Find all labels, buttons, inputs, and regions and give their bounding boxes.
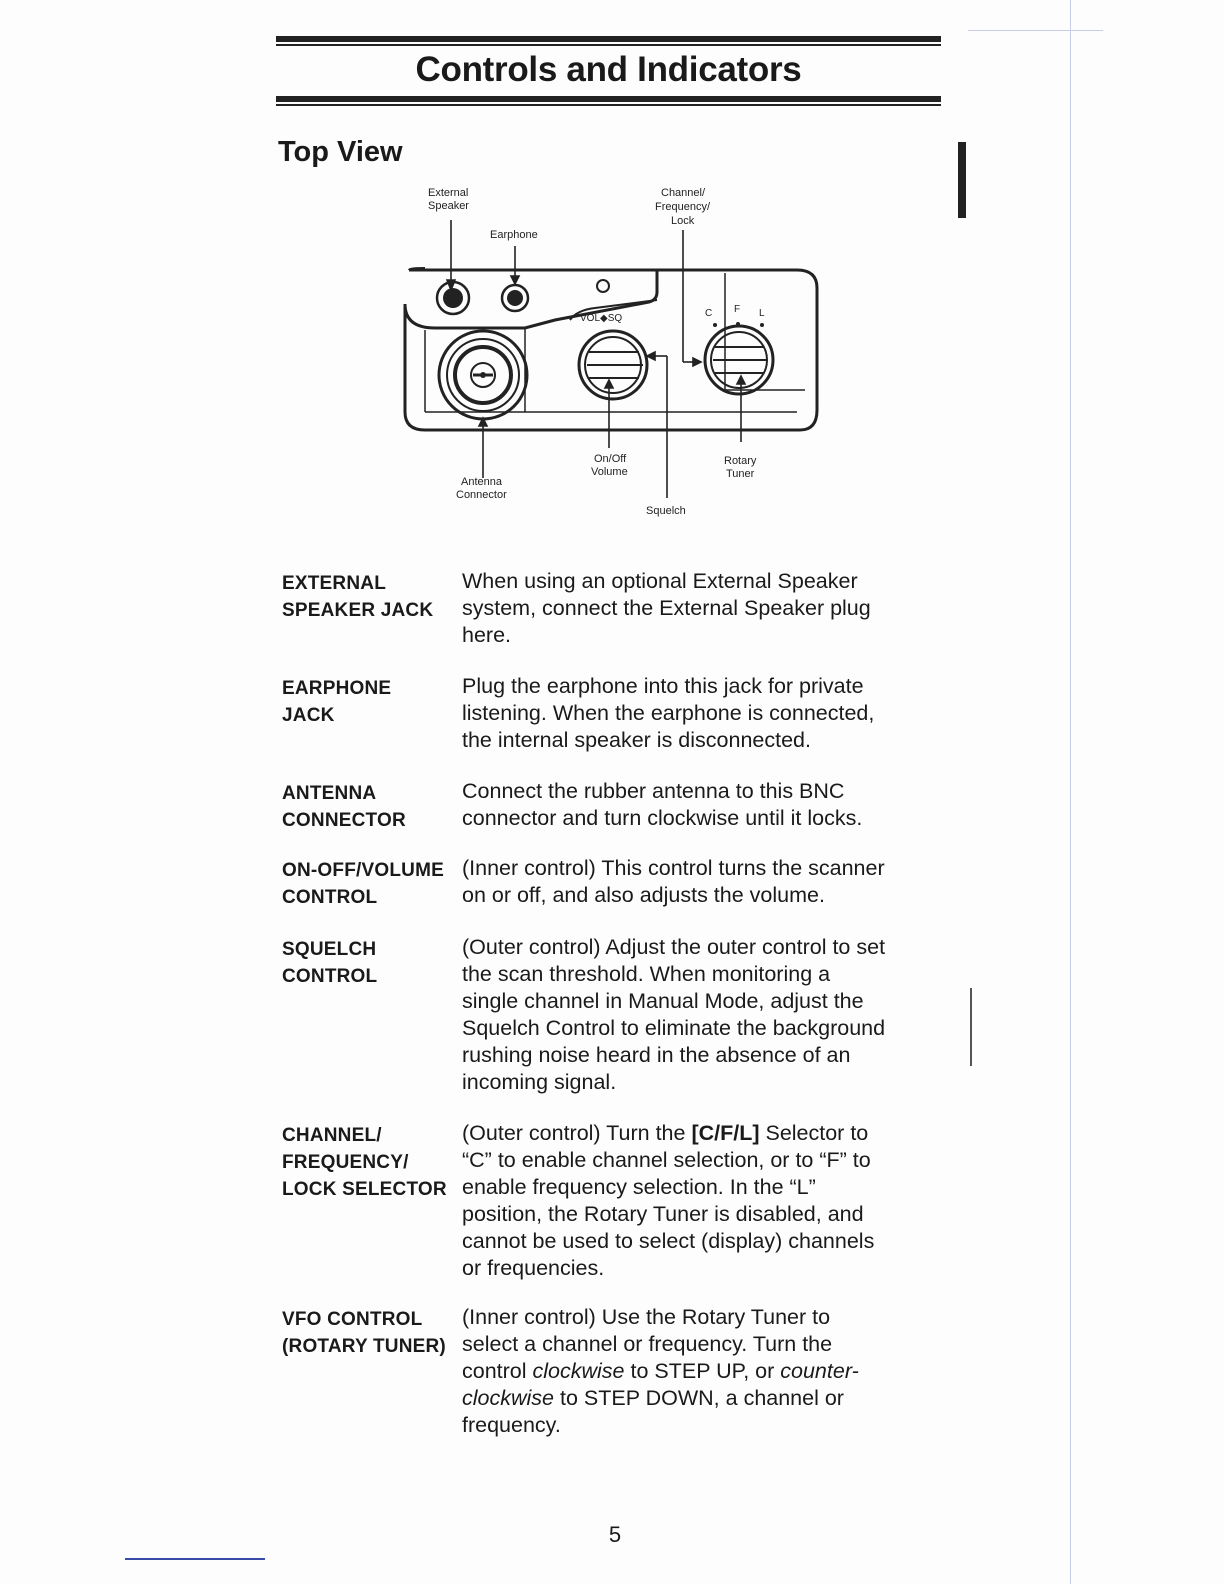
entry-term: CHANNEL/ FREQUENCY/ LOCK SELECTOR [282,1125,447,1200]
entry-term: ON-OFF/VOLUME CONTROL [282,860,444,908]
header-rule-top-thin [276,44,941,46]
entry-description: (Inner control) This control turns the scanner on or off, and also adjusts the volume. [462,856,885,907]
callout-external: External [428,187,469,199]
header-rule-top-thick [276,36,941,42]
callout-earphone: Earphone [490,229,538,241]
bottom-edge-line [125,1558,265,1560]
margin-marker-top [958,142,966,218]
entry-description: (Inner control) Use the Rotary Tuner to select a channel or frequency. Turn the control clockwise to STEP UP, or counter- clockwise to STEP DOWN, a channel or frequency. [462,1305,859,1437]
cfl-label-f: F [734,304,741,315]
callout-antenna: Antenna [461,476,502,488]
callout-tuner: Tuner [726,468,755,480]
entry-description: When using an optional External Speaker system, connect the External Speaker plug here. [462,569,871,647]
callout-connector: Connector [456,489,507,501]
entry-description: Connect the rubber antenna to this BNC connector and turn clockwise until it locks. [462,779,863,830]
entry-description: (Outer control) Turn the [C/F/L] Selector to “C” to enable channel selection, or to “F” to enable frequency selection. In the “L” position, the Rotary Tuner is disabled, and cannot be used to select (display) channels or frequencies. [462,1121,875,1280]
cfl-selector-key: [C/F/L] [691,1121,760,1145]
page-number: 5 [608,1522,622,1547]
callout-channel: Channel/ [661,187,706,199]
cfl-label-l: L [759,308,765,319]
page-title: Controls and Indicators [415,50,802,89]
entry-term: EXTERNAL SPEAKER JACK [282,573,434,621]
antenna-connector [439,331,527,419]
callout-frequency: Frequency/ [655,201,711,213]
cfl-label-c: C [705,308,713,319]
header-rule-bottom-thin [276,104,941,106]
callout-speaker: Speaker [428,200,469,212]
entry-term: ANTENNA CONNECTOR [282,783,406,831]
callout-on-off: On/Off [594,453,627,465]
page-edge-line [1070,0,1071,1584]
page-edge-line-top [968,30,1103,31]
callout-rotary: Rotary [724,455,757,467]
indicator-hole [597,280,609,292]
entry-term: VFO CONTROL (ROTARY TUNER) [282,1309,446,1357]
entry-description: Plug the earphone into this jack for private listening. When the earphone is connected, the internal speaker is disconnected. [462,674,875,752]
section-title: Top View [278,136,403,168]
earphone-jack [502,285,528,311]
entry-term: SQUELCH CONTROL [282,939,378,987]
callout-lock: Lock [671,215,695,227]
entry-description: (Outer control) Adjust the outer control to set the scan threshold. When monitoring a single channel in Manual Mode, adjust the Squelch Control to eliminate the background rushing noise heard in the absence of an incoming signal. [462,935,886,1094]
header-rule-bottom-thick [276,96,941,102]
entry-term: EARPHONE JACK [282,678,392,726]
callout-squelch: Squelch [646,505,686,517]
scanner-top-view-diagram [395,180,835,525]
vol-sq-label: VOL◆SQ [580,313,623,324]
margin-marker-bottom [970,988,972,1066]
callout-volume: Volume [591,466,628,478]
